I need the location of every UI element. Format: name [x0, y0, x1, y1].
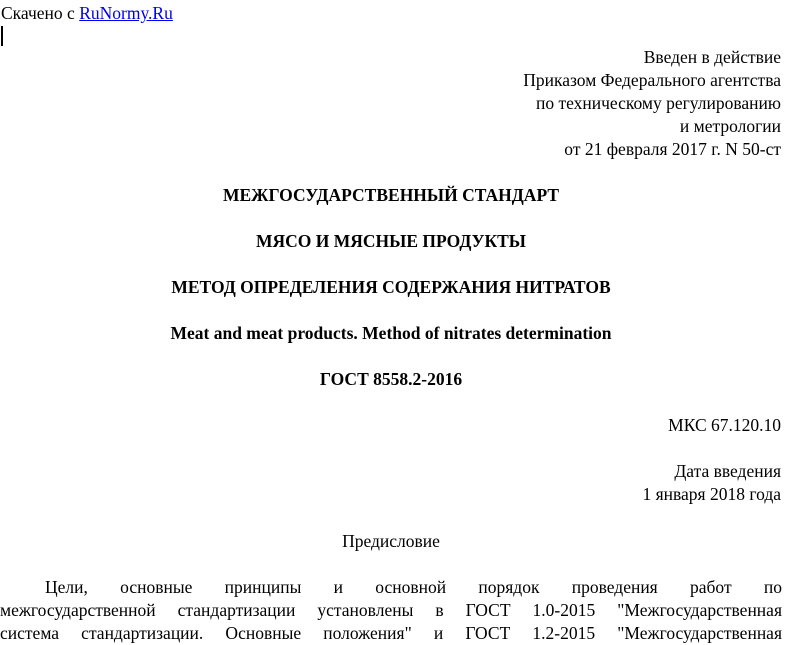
introduction-date-block: [642, 460, 781, 506]
preface-title: Предисловие: [342, 531, 440, 551]
paragraph-line: межгосударственной стандартизации установлены в ГОСТ 1.0-2015 "Межгосударственная: [0, 600, 782, 620]
source-link[interactable]: RuNormy.Ru: [79, 3, 173, 23]
standard-code: ГОСТ 8558.2-2016: [319, 369, 463, 389]
source-prefix: Скачено с: [1, 3, 80, 23]
text-cursor: [1, 26, 3, 46]
enactment-line: Введен в действие: [643, 47, 781, 67]
document-subtitle: МЕТОД ОПРЕДЕЛЕНИЯ СОДЕРЖАНИЯ НИТРАТОВ: [171, 277, 611, 297]
enactment-block: [523, 46, 781, 161]
enactment-line: по техническому регулированию: [535, 93, 781, 113]
enactment-line: и метрологии: [679, 116, 781, 136]
introduction-date-label: Дата введения: [674, 461, 781, 481]
enactment-line: от 21 февраля 2017 г. N 50-ст: [564, 139, 781, 159]
document-title: МЯСО И МЯСНЫЕ ПРОДУКТЫ: [256, 231, 526, 251]
introduction-date-value: 1 января 2018 года: [642, 484, 781, 504]
paragraph-line: система стандартизации. Основные положения" и ГОСТ 1.2-2015 "Межгосударственная: [0, 623, 782, 643]
standard-type-heading: МЕЖГОСУДАРСТВЕННЫЙ СТАНДАРТ: [222, 185, 560, 205]
english-title: Meat and meat products. Method of nitrates determination: [170, 323, 612, 343]
source-line: [1, 2, 173, 25]
mks-code: МКС 67.120.10: [668, 415, 781, 435]
enactment-line: Приказом Федерального агентства: [523, 70, 781, 90]
paragraph-line: Цели, основные принципы и основной порядок проведения работ по: [45, 577, 782, 597]
preface-paragraph: [0, 576, 782, 645]
